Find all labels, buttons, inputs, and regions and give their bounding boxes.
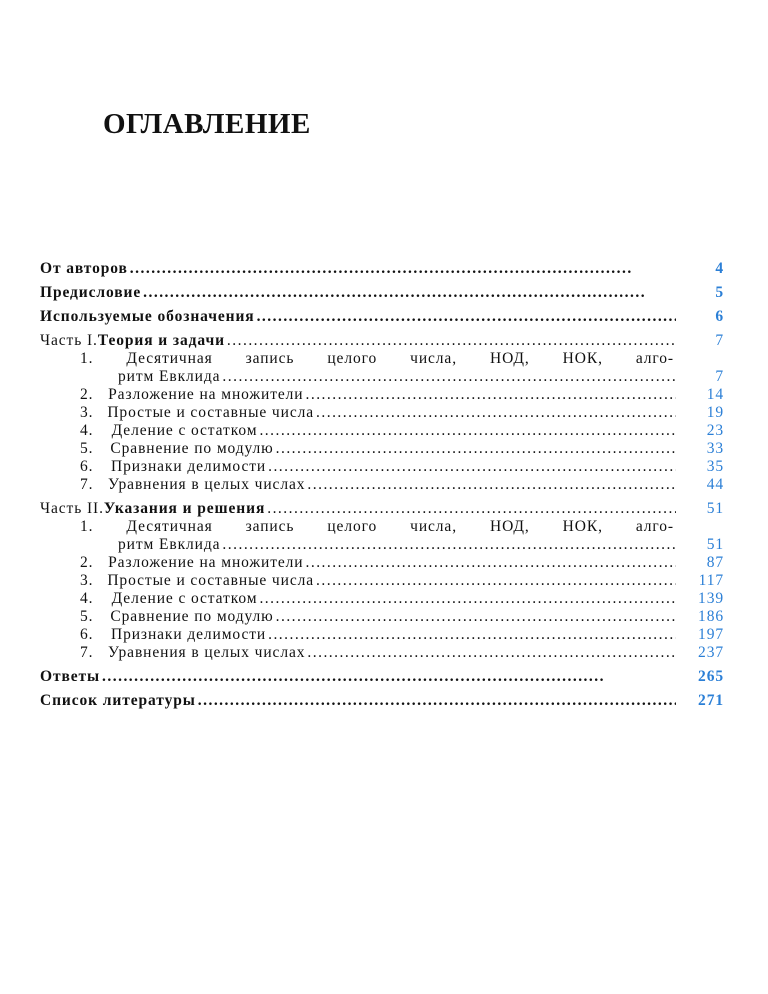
entry-number: 6.: [80, 458, 94, 475]
table-of-contents: [40, 260, 724, 710]
entry-label: Разложение на множители: [108, 386, 304, 403]
toc-entry-line1[interactable]: [40, 518, 724, 536]
toc-entry[interactable]: [40, 404, 724, 422]
dot-leader: [257, 308, 676, 326]
word: целого: [327, 350, 378, 367]
dot-leader: [259, 422, 676, 440]
page-number[interactable]: 271: [698, 692, 724, 709]
word: НОД,: [489, 350, 530, 367]
word: алго-: [635, 518, 674, 535]
page-number[interactable]: 7: [715, 368, 724, 385]
toc-entry[interactable]: [40, 536, 724, 554]
page-title: ОГЛАВЛЕНИЕ: [103, 108, 311, 140]
entry-number: 5.: [80, 608, 94, 625]
entry-label: Используемые обозначения: [40, 308, 255, 325]
part-prefix: Часть II.: [40, 500, 104, 517]
dot-leader: [102, 668, 676, 686]
page-number[interactable]: 7: [715, 332, 724, 349]
page-number[interactable]: 44: [706, 476, 724, 493]
word: 1.: [80, 518, 94, 535]
entry-label: Деление с остатком: [111, 422, 258, 439]
dot-leader: [227, 332, 676, 350]
dot-leader: [276, 608, 676, 626]
dot-leader: [222, 536, 676, 554]
entry-number: 4.: [80, 590, 94, 607]
page-number[interactable]: 35: [706, 458, 724, 475]
page-number[interactable]: 14: [706, 386, 724, 403]
entry-number: 4.: [80, 422, 94, 439]
toc-entry[interactable]: [40, 476, 724, 494]
entry-label: Простые и составные числа: [107, 404, 315, 421]
toc-entry[interactable]: [40, 422, 724, 440]
entry-label: Деление с остатком: [111, 590, 258, 607]
page-number[interactable]: 5: [715, 284, 724, 301]
entry-number: 6.: [80, 626, 94, 643]
entry-label: От авторов: [40, 260, 128, 277]
toc-entry[interactable]: [40, 284, 724, 302]
word: запись: [245, 350, 295, 367]
toc-entry[interactable]: [40, 554, 724, 572]
entry-number: 3.: [80, 404, 94, 421]
toc-entry[interactable]: [40, 644, 724, 662]
entry-label: Предисловие: [40, 284, 142, 301]
entry-number: 7.: [80, 476, 94, 493]
toc-entry[interactable]: [40, 308, 724, 326]
page-number[interactable]: 139: [698, 590, 724, 607]
dot-leader: [143, 284, 676, 302]
entry-number: 2.: [80, 386, 94, 403]
word: запись: [245, 518, 295, 535]
page-number[interactable]: 197: [698, 626, 724, 643]
part-label: Теория и задачи: [97, 332, 225, 349]
word: числа,: [410, 518, 457, 535]
page-number[interactable]: 4: [715, 260, 724, 277]
page-number[interactable]: 23: [706, 422, 724, 439]
entry-label: Разложение на множители: [108, 554, 304, 571]
dot-leader: [130, 260, 676, 278]
entry-label-wrapped: [80, 350, 674, 368]
entry-label-wrapped: [80, 518, 674, 536]
page-number[interactable]: 51: [706, 536, 724, 553]
word: алго-: [635, 350, 674, 367]
toc-entry[interactable]: [40, 440, 724, 458]
part-label: Указания и решения: [103, 500, 266, 517]
entry-label: Список литературы: [40, 692, 196, 709]
dot-leader: [198, 692, 676, 710]
toc-entry[interactable]: [40, 668, 724, 686]
word: Десятичная: [126, 518, 213, 535]
entry-label: Признаки делимости: [110, 626, 267, 643]
word: 1.: [80, 350, 94, 367]
page-number[interactable]: 51: [706, 500, 724, 517]
toc-entry[interactable]: [40, 260, 724, 278]
entry-label: Ответы: [40, 668, 101, 685]
entry-label: ритм Евклида: [118, 368, 221, 385]
dot-leader: [268, 458, 676, 476]
toc-entry[interactable]: [40, 692, 724, 710]
entry-number: 7.: [80, 644, 94, 661]
dot-leader: [306, 554, 677, 572]
entry-number: 5.: [80, 440, 94, 457]
toc-entry[interactable]: [40, 626, 724, 644]
word: числа,: [410, 350, 457, 367]
part-prefix: Часть I.: [40, 332, 98, 349]
toc-part[interactable]: [40, 500, 724, 518]
entry-label: ритм Евклида: [118, 536, 221, 553]
toc-entry[interactable]: [40, 590, 724, 608]
page-number[interactable]: 19: [706, 404, 724, 421]
entry-label: Простые и составные числа: [107, 572, 315, 589]
page-number[interactable]: 33: [706, 440, 724, 457]
page-number[interactable]: 87: [706, 554, 724, 571]
word: НОД,: [489, 518, 530, 535]
toc-entry[interactable]: [40, 608, 724, 626]
toc-entry[interactable]: [40, 458, 724, 476]
dot-leader: [316, 404, 676, 422]
toc-entry[interactable]: [40, 386, 724, 404]
dot-leader: [222, 368, 676, 386]
word: НОК,: [562, 518, 603, 535]
page-number[interactable]: 117: [698, 572, 724, 589]
dot-leader: [306, 386, 677, 404]
word: целого: [327, 518, 378, 535]
entry-label: Уравнения в целых числах: [108, 476, 306, 493]
word: Десятичная: [126, 350, 213, 367]
toc-entry[interactable]: [40, 572, 724, 590]
dot-leader: [267, 500, 676, 518]
page-number[interactable]: 6: [715, 308, 724, 325]
page-number[interactable]: 237: [698, 644, 724, 661]
dot-leader: [307, 476, 676, 494]
toc-entry-line1[interactable]: [40, 350, 724, 368]
toc-entry[interactable]: [40, 368, 724, 386]
dot-leader: [268, 626, 676, 644]
dot-leader: [307, 644, 676, 662]
dot-leader: [259, 590, 676, 608]
entry-label: Уравнения в целых числах: [108, 644, 306, 661]
entry-number: 2.: [80, 554, 94, 571]
entry-number: 3.: [80, 572, 94, 589]
dot-leader: [276, 440, 676, 458]
dot-leader: [316, 572, 676, 590]
entry-label: Сравнение по модулю: [110, 608, 274, 625]
page-number[interactable]: 265: [698, 668, 724, 685]
toc-part[interactable]: [40, 332, 724, 350]
page-number[interactable]: 186: [698, 608, 724, 625]
entry-label: Сравнение по модулю: [110, 440, 274, 457]
word: НОК,: [562, 350, 603, 367]
entry-label: Признаки делимости: [110, 458, 267, 475]
